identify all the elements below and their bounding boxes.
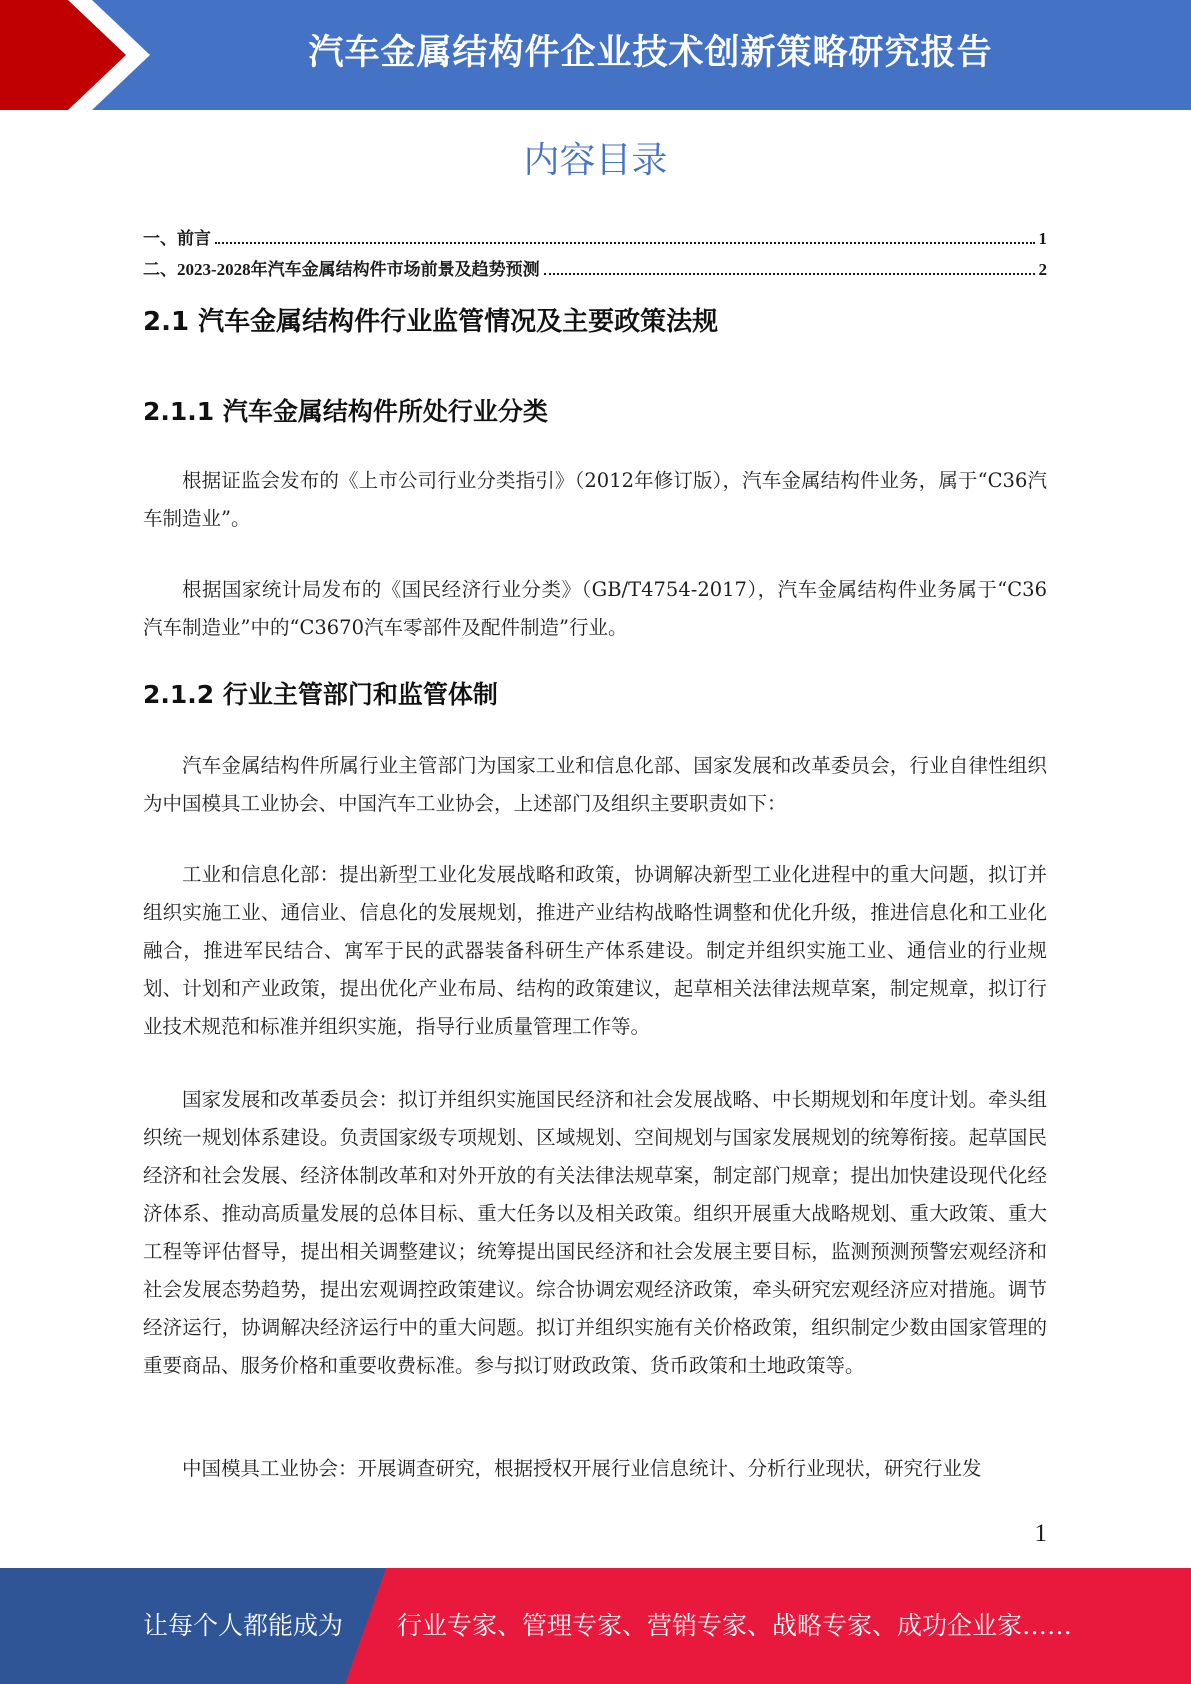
paragraph-ndrc: 国家发展和改革委员会：拟订并组织实施国民经济和社会发展战略、中长期规划和年度计划。牵头组织统一规划体系建设。负责国家级专项规划、区域规划、空间规划与国家发展规划的统筹衔接。起草国民经济和社会发展、经济体制改革和对外开放的有关法律法规草案，制定部门规章；提出加快建设现代化经济体系、推动高质量发展的总体目标、重大任务以及相关政策。组织开展重大战略规划、重大政策、重大工程等评估督导，提出相关调整建议；统筹提出国民经济和社会发展主要目标，监测预测预警宏观经济和社会发展态势趋势，提出宏观调控政策建议。综合协调宏观经济政策，牵头研究宏观经济应对措施。调节经济运行，协调解决经济运行中的重大问题。拟订并组织实施有关价格政策，组织制定少数由国家管理的重要商品、服务价格和重要收费标准。参与拟订财政政策、货币政策和土地政策等。 [143,1088,1047,1377]
paragraph-miit: 工业和信息化部：提出新型工业化发展战略和政策，协调解决新型工业化进程中的重大问题，拟订并组织实施工业、通信业、信息化的发展规划，推进产业结构战略性调整和优化升级，推进信息化和工业化融合，推进军民结合、寓军于民的武器装备科研生产体系建设。制定并组织实施工业、通信业的行业规划、计划和产业政策，提出优化产业布局、结构的政策建议，起草相关法律法规草案，制定规章，拟订行业技术规范和标准并组织实施，指导行业质量管理工作等。 [143,863,1047,1038]
paragraph-csrc-classification: 根据证监会发布的《上市公司行业分类指引》（2012年修订版），汽车金属结构件业务，属于“C36汽车制造业”。 [143,469,1047,530]
toc-entry-preface[interactable] [143,224,1047,255]
toc-heading: 内容目录 [523,140,668,181]
footer-slogan-left: 让每个人都能成为 [143,1611,344,1640]
arrow-decoration [0,0,160,110]
table-of-contents [143,224,1047,286]
toc-entry-title: 二、2023-2028年汽车金属结构件市场前景及趋势预测 [143,260,540,279]
toc-entry-market-forecast[interactable] [143,255,1047,286]
toc-dot-leader [215,241,1035,244]
toc-entry-title: 一、前言 [143,229,211,248]
toc-entry-page: 1 [1038,229,1047,248]
section-heading-2-1-2: 2.1.2 行业主管部门和监管体制 [143,680,498,709]
header-banner [0,0,1191,110]
toc-dot-leader [544,272,1035,275]
paragraph-nbs-classification: 根据国家统计局发布的《国民经济行业分类》（GB/T4754-2017），汽车金属结构件业务属于“C36汽车制造业”中的“C3670汽车零部件及配件制造”行业。 [143,578,1047,639]
section-heading-2-1: 2.1 汽车金属结构件行业监管情况及主要政策法规 [143,307,719,337]
section-heading-2-1-1: 2.1.1 汽车金属结构件所处行业分类 [143,397,548,426]
paragraph-die-mould-association: 中国模具工业协会：开展调查研究，根据授权开展行业信息统计、分析行业现状，研究行业发 [182,1457,982,1480]
paragraph-regulators-intro: 汽车金属结构件所属行业主管部门为国家工业和信息化部、国家发展和改革委员会，行业自律性组织为中国模具工业协会、中国汽车工业协会，上述部门及组织主要职责如下： [143,754,1047,815]
toc-entry-page: 2 [1038,260,1047,279]
report-title: 汽车金属结构件企业技术创新策略研究报告 [308,33,993,73]
footer-banner [0,1568,1191,1684]
page-number: 1 [1034,1520,1047,1547]
footer-slogan-right: 行业专家、管理专家、营销专家、战略专家、成功企业家…… [397,1611,1073,1640]
